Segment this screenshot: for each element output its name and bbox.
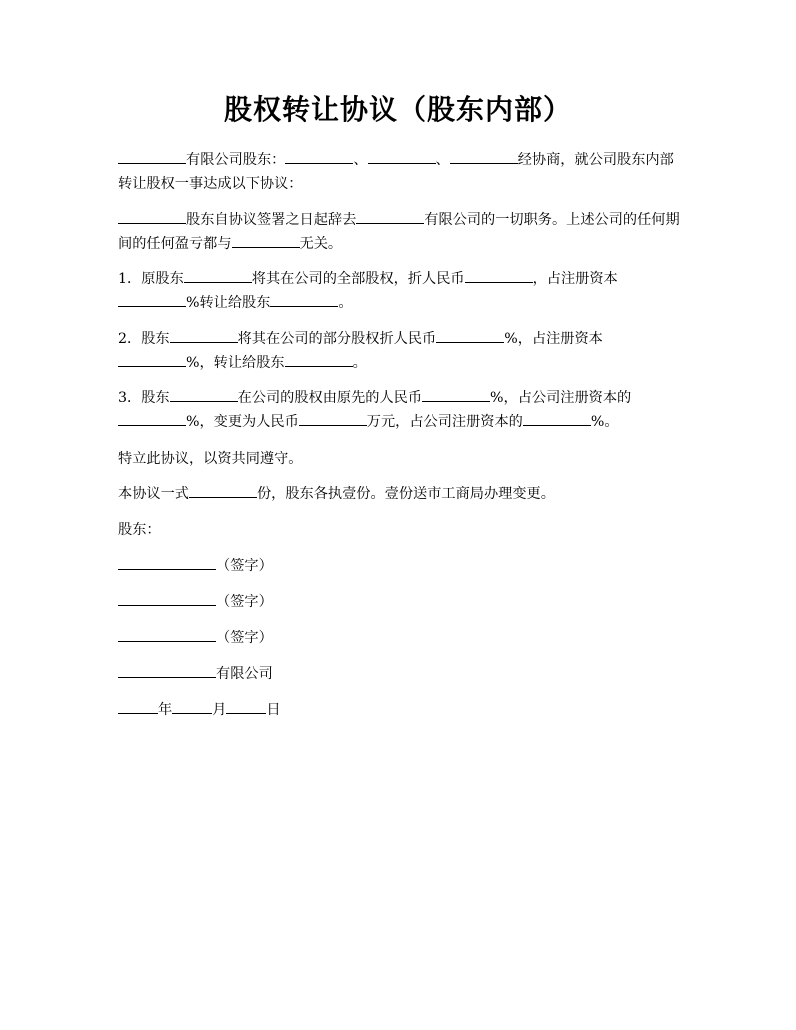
text: 年 [158,702,173,718]
blank-field[interactable] [450,149,518,164]
signature-line [118,626,683,650]
text: 股东自协议签署之日起辞去 [186,212,357,228]
signature-blank[interactable] [118,591,216,606]
blank-field[interactable] [368,149,436,164]
text: ，占注册资本 [532,271,618,287]
blank-field[interactable] [436,328,504,343]
text: %，占公司注册资本的 [490,390,632,406]
signature-line [118,554,683,578]
year-blank[interactable] [118,699,158,714]
blank-field[interactable] [118,411,186,426]
text: （签字） [216,558,273,574]
text: %转让给股东 [186,295,271,311]
text: 有限公司 [216,666,273,682]
text: 有限公司股东： [186,152,286,168]
text: 3．股东 [118,390,170,406]
blank-field[interactable] [356,209,424,224]
text: 2．股东 [118,331,170,347]
text: 。 [352,355,367,371]
text: %，占注册资本 [504,331,603,347]
text: 经协商，就公司股东内部转让股权一事达成以下协议： [118,152,674,192]
text: %，转让给股东 [186,355,285,371]
blank-field[interactable] [465,268,533,283]
text: 本协议一式 [118,486,189,502]
text: 在公司的股权由原先的人民币 [237,390,423,406]
blank-field[interactable] [118,149,186,164]
blank-field[interactable] [184,268,252,283]
blank-field[interactable] [285,352,353,367]
date-line [118,698,683,722]
text: 万元，占公司注册资本的 [366,414,523,430]
text: %。 [590,414,619,430]
resignation-paragraph [118,208,683,256]
signature-blank[interactable] [118,627,216,642]
text: 、 [435,152,450,168]
text: 将其在公司的部分股权折人民币 [237,331,437,347]
text: 。 [338,295,353,311]
clause-2 [118,327,683,375]
signature-line [118,590,683,614]
blank-field[interactable] [422,387,490,402]
blank-field[interactable] [523,411,591,426]
document-title: 股权转让协议（股东内部） [223,93,572,126]
text: （签字） [216,594,273,610]
intro-paragraph [118,148,683,196]
text: 有限公司的一切职务。上述公司的任何期间的任何盈亏都与 [118,212,680,252]
blank-field[interactable] [118,209,186,224]
closing-statement: 特立此协议，以资共同遵守。 [118,451,303,467]
company-name-blank[interactable] [118,663,216,678]
day-blank[interactable] [226,699,266,714]
text: 日 [266,702,281,718]
copies-paragraph [118,482,683,506]
blank-field[interactable] [170,328,238,343]
clause-3 [118,386,683,434]
blank-field[interactable] [170,387,238,402]
blank-field[interactable] [299,411,367,426]
text: 无关。 [299,236,343,252]
text: 、 [353,152,368,168]
text: 份，股东各执壹份。壹份送市工商局办理变更。 [256,486,555,502]
text: 1．原股东 [118,271,184,287]
text: 将其在公司的全部股权，折人民币 [251,271,465,287]
text: %，变更为人民币 [186,414,299,430]
blank-field[interactable] [118,292,186,307]
blank-field[interactable] [232,233,300,248]
signature-blank[interactable] [118,555,216,570]
blank-field[interactable] [118,352,186,367]
text: （签字） [216,630,273,646]
month-blank[interactable] [172,699,212,714]
shareholders-label: 股东： [118,522,161,538]
clause-1 [118,267,683,315]
blank-field[interactable] [189,483,257,498]
company-signature-line [118,662,683,686]
blank-field[interactable] [285,149,353,164]
text: 月 [212,702,227,718]
blank-field[interactable] [270,292,338,307]
